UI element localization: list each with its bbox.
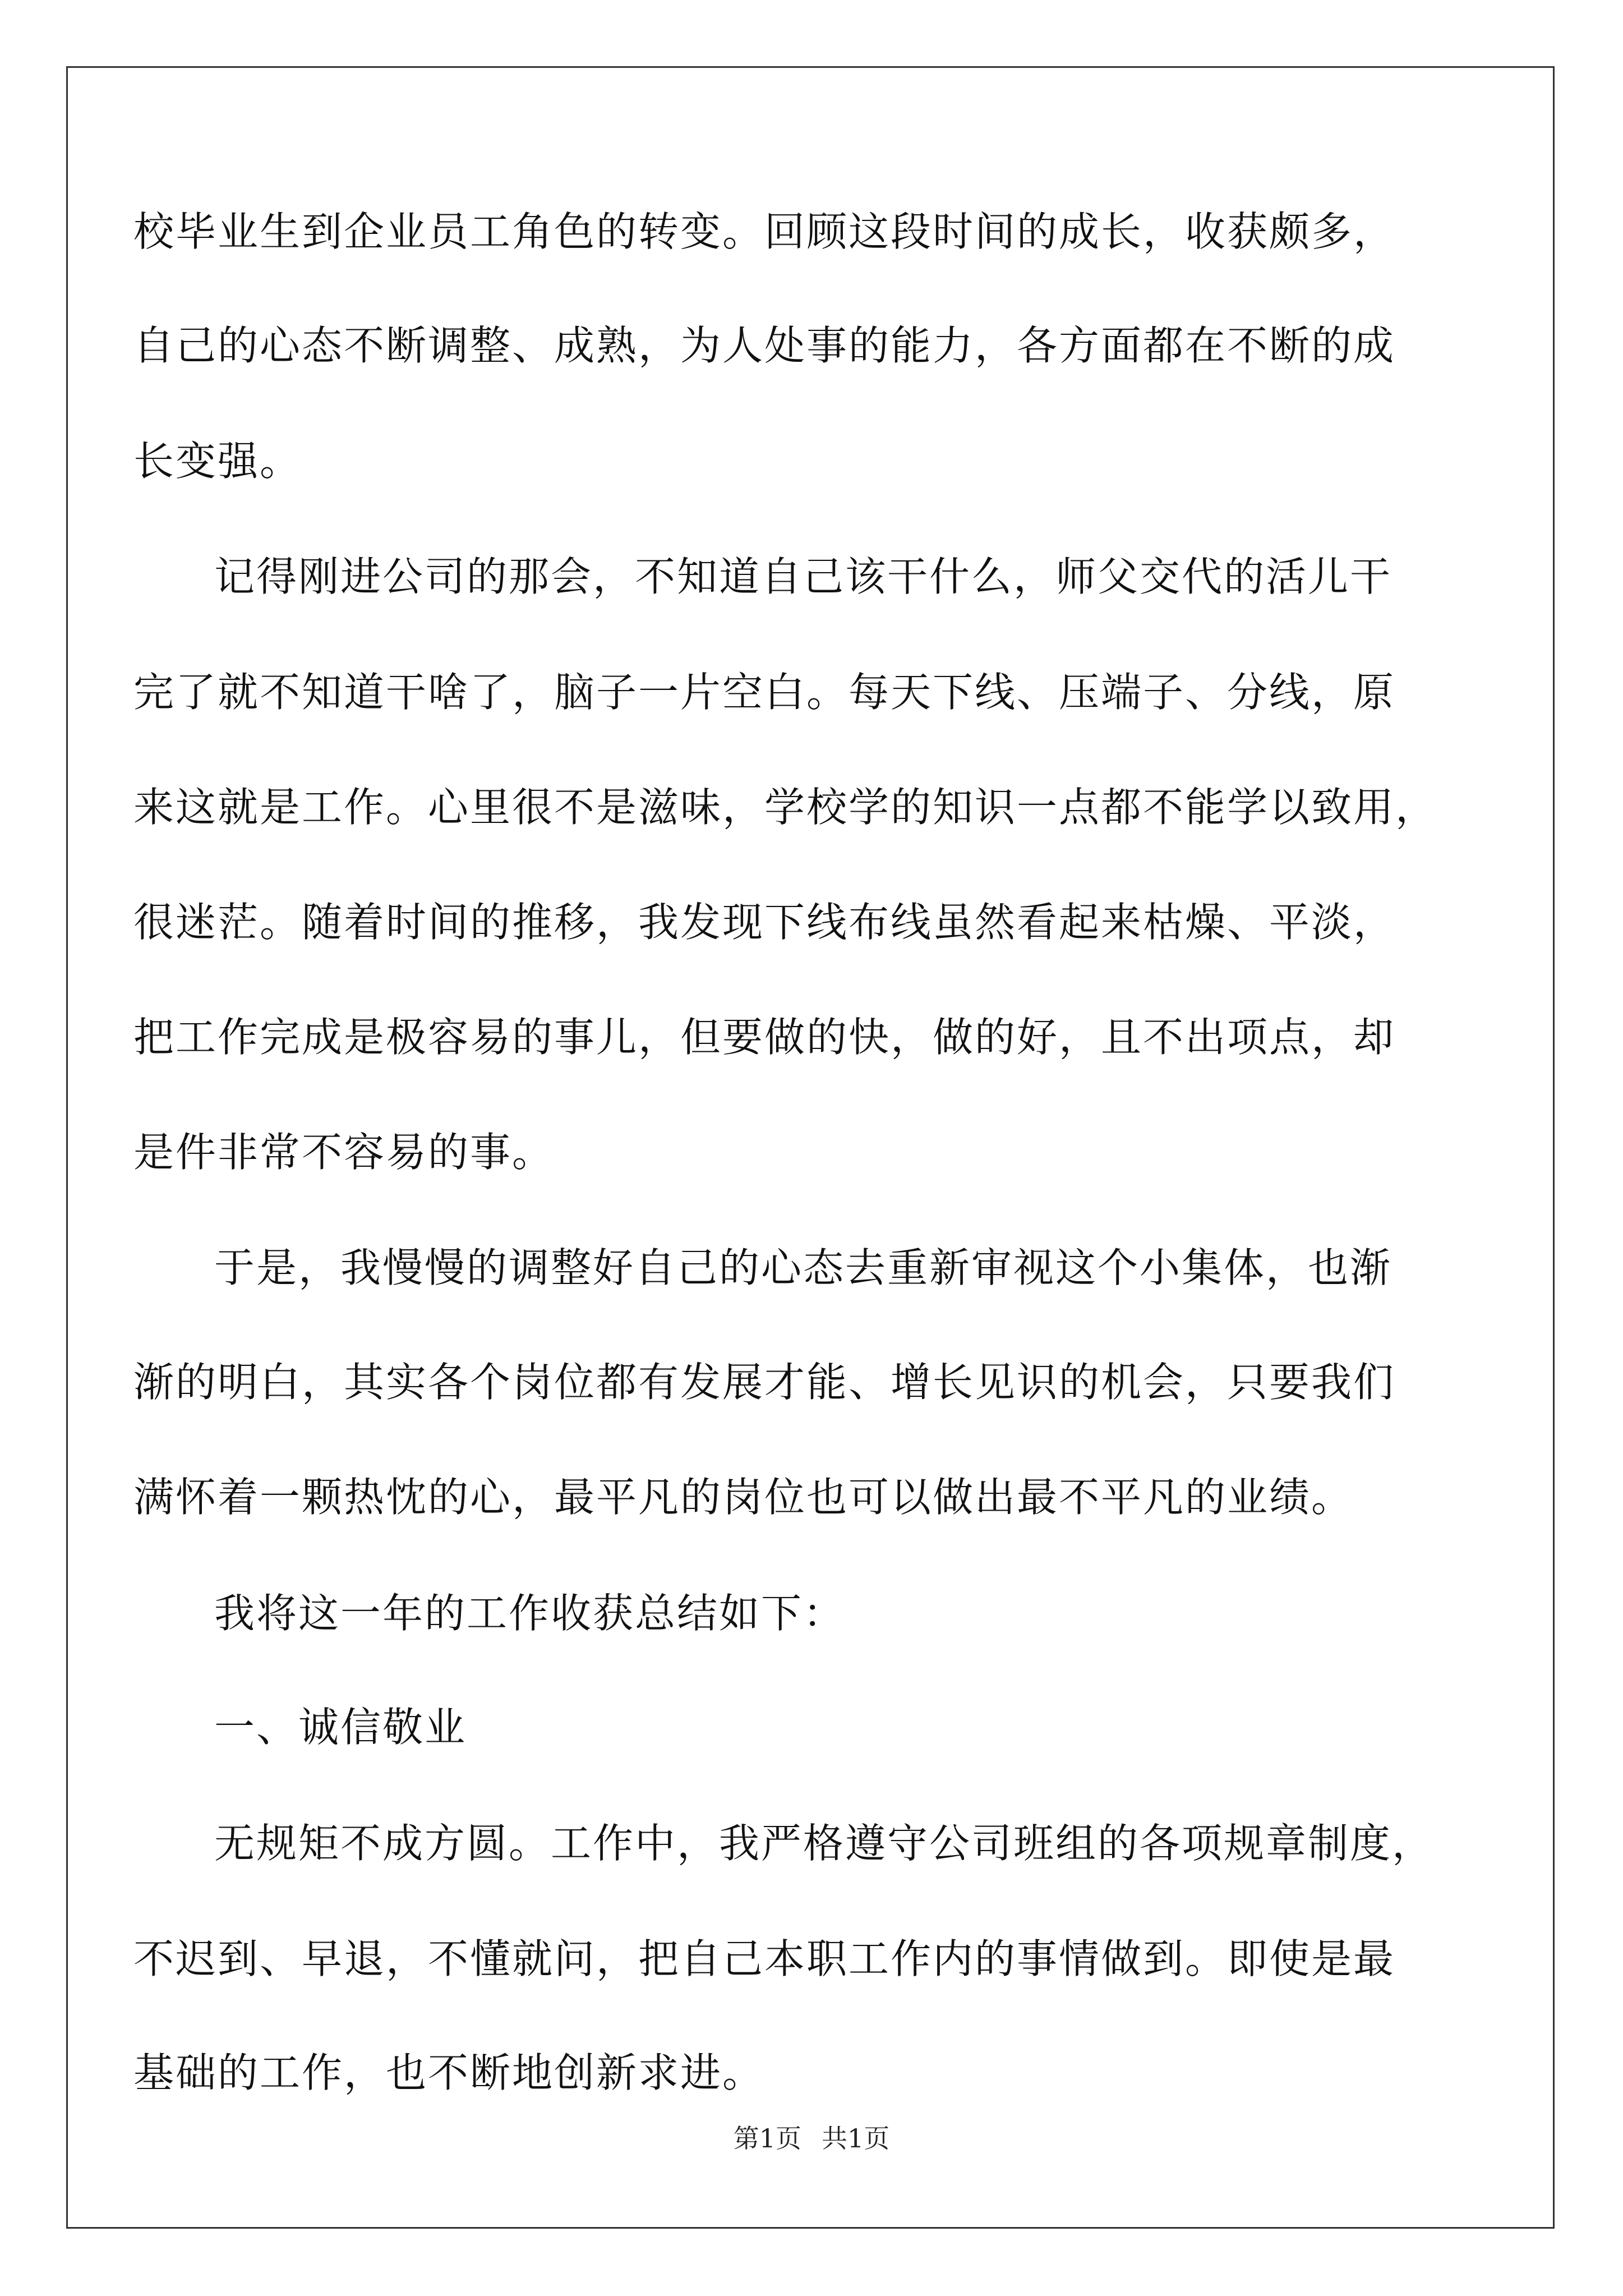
text-line: 渐的明白，其实各个岗位都有发展才能、增长见识的机会，只要我们	[133, 1359, 1396, 1406]
text-line: 自己的心态不断调整、成熟，为人处事的能力，各方面都在不断的成	[133, 322, 1396, 369]
text-line: 满怀着一颗热忱的心，最平凡的岗位也可以做出最不平凡的业绩。	[133, 1474, 1354, 1521]
text-line: 把工作完成是极容易的事儿，但要做的快，做的好，且不出项点，却	[133, 1014, 1396, 1061]
page-total: 共1页	[822, 2123, 890, 2154]
page-footer	[0, 2122, 1623, 2155]
paragraph-start-line: 无规矩不成方圆。工作中，我严格遵守公司班组的各项规章制度，	[214, 1820, 1435, 1867]
page-number: 第1页	[733, 2123, 801, 2154]
text-line: 是件非常不容易的事。	[133, 1129, 555, 1176]
paragraph-start-line: 记得刚进公司的那会，不知道自己该干什么，师父交代的活儿干	[214, 553, 1393, 600]
text-line: 基础的工作，也不断地创新求进。	[133, 2049, 765, 2096]
paragraph-start-line: 我将这一年的工作收获总结如下：	[214, 1590, 846, 1637]
text-line: 校毕业生到企业员工角色的转变。回顾这段时间的成长，收获颇多，	[133, 208, 1396, 255]
section-heading: 一、诚信敬业	[214, 1704, 467, 1751]
paragraph-start-line: 于是，我慢慢的调整好自己的心态去重新审视这个小集体，也渐	[214, 1244, 1393, 1291]
text-line: 完了就不知道干啥了，脑子一片空白。每天下线、压端子、分线，原	[133, 669, 1396, 716]
text-line: 不迟到、早退，不懂就问，把自己本职工作内的事情做到。即使是最	[133, 1935, 1396, 1982]
text-line: 来这就是工作。心里很不是滋味，学校学的知识一点都不能学以致用，	[133, 784, 1438, 831]
text-line: 很迷茫。随着时间的推移，我发现下线布线虽然看起来枯燥、平淡，	[133, 899, 1396, 946]
text-line: 长变强。	[133, 438, 302, 485]
